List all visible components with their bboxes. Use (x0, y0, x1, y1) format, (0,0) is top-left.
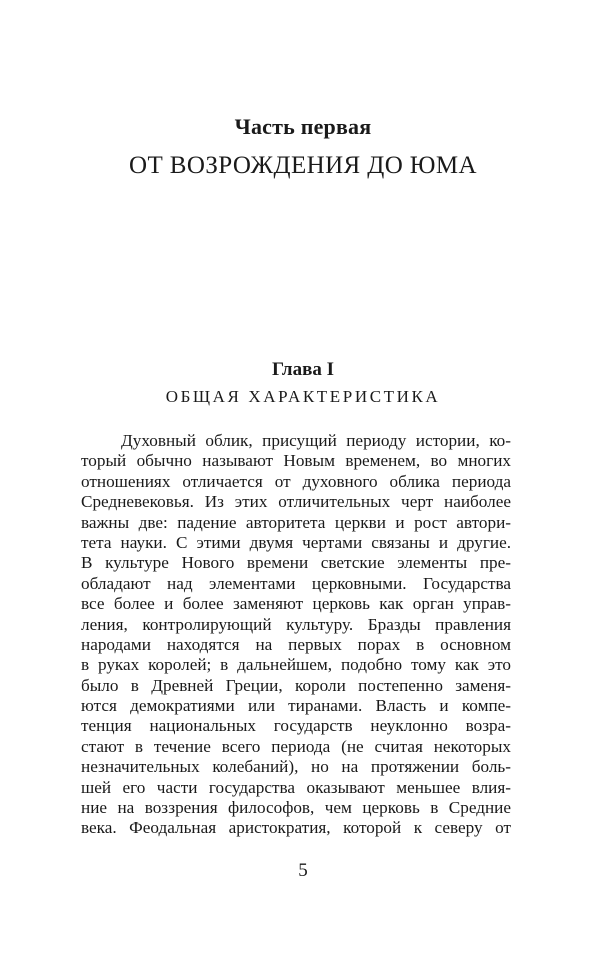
text-line: обладают над элементами церковными. Государства (81, 573, 511, 593)
body-paragraph (81, 431, 511, 839)
text-line: В культуре Нового времени светские элементы пре- (81, 553, 511, 573)
page-number: 5 (298, 860, 308, 881)
text-line: тенция национальных государств неуклонно возра- (81, 716, 511, 736)
chapter-title: ОБЩАЯ ХАРАКТЕРИСТИКА (165, 387, 441, 406)
part-label: Часть первая (234, 114, 372, 139)
text-line: все более и более заменяют церковь как орган управ- (81, 594, 511, 614)
text-line: Духовный облик, присущий периоду истории, ко- (121, 431, 511, 450)
text-line: ления, контролирующий культуру. Бразды правления (81, 614, 511, 634)
text-line: важны две: падение авторитета церкви и рост автори- (81, 512, 511, 532)
text-line: торый обычно называют Новым временем, во многих (81, 451, 511, 471)
text-line: народами находятся на первых порах в основном (81, 634, 511, 654)
text-line: века. Феодальная аристократия, которой к северу от (81, 818, 511, 838)
text-line: было в Древней Греции, короли постепенно заменя- (81, 675, 511, 695)
text-line: шей его части государства оказывают меньшее влия- (81, 777, 511, 797)
text-line: в руках королей; в дальнейшем, подобно тому как это (81, 655, 511, 675)
text-line: Средневековья. Из этих отличительных черт наиболее (81, 492, 511, 512)
text-line: ние на воззрения философов, чем церковь в Средние (81, 798, 511, 818)
text-line: ются демократиями или тиранами. Власть и компе- (81, 696, 511, 716)
part-title: ОТ ВОЗРОЖДЕНИЯ ДО ЮМА (129, 152, 477, 179)
text-line: незначительных колебаний), но на протяжении боль- (81, 757, 511, 777)
text-line: стают в течение всего периода (не считая некоторых (81, 736, 511, 756)
text-line: отношениях отличается от духовного облика периода (81, 471, 511, 491)
text-line: тета науки. С этими двумя чертами связаны и другие. (81, 532, 511, 552)
chapter-label: Глава I (271, 359, 334, 380)
